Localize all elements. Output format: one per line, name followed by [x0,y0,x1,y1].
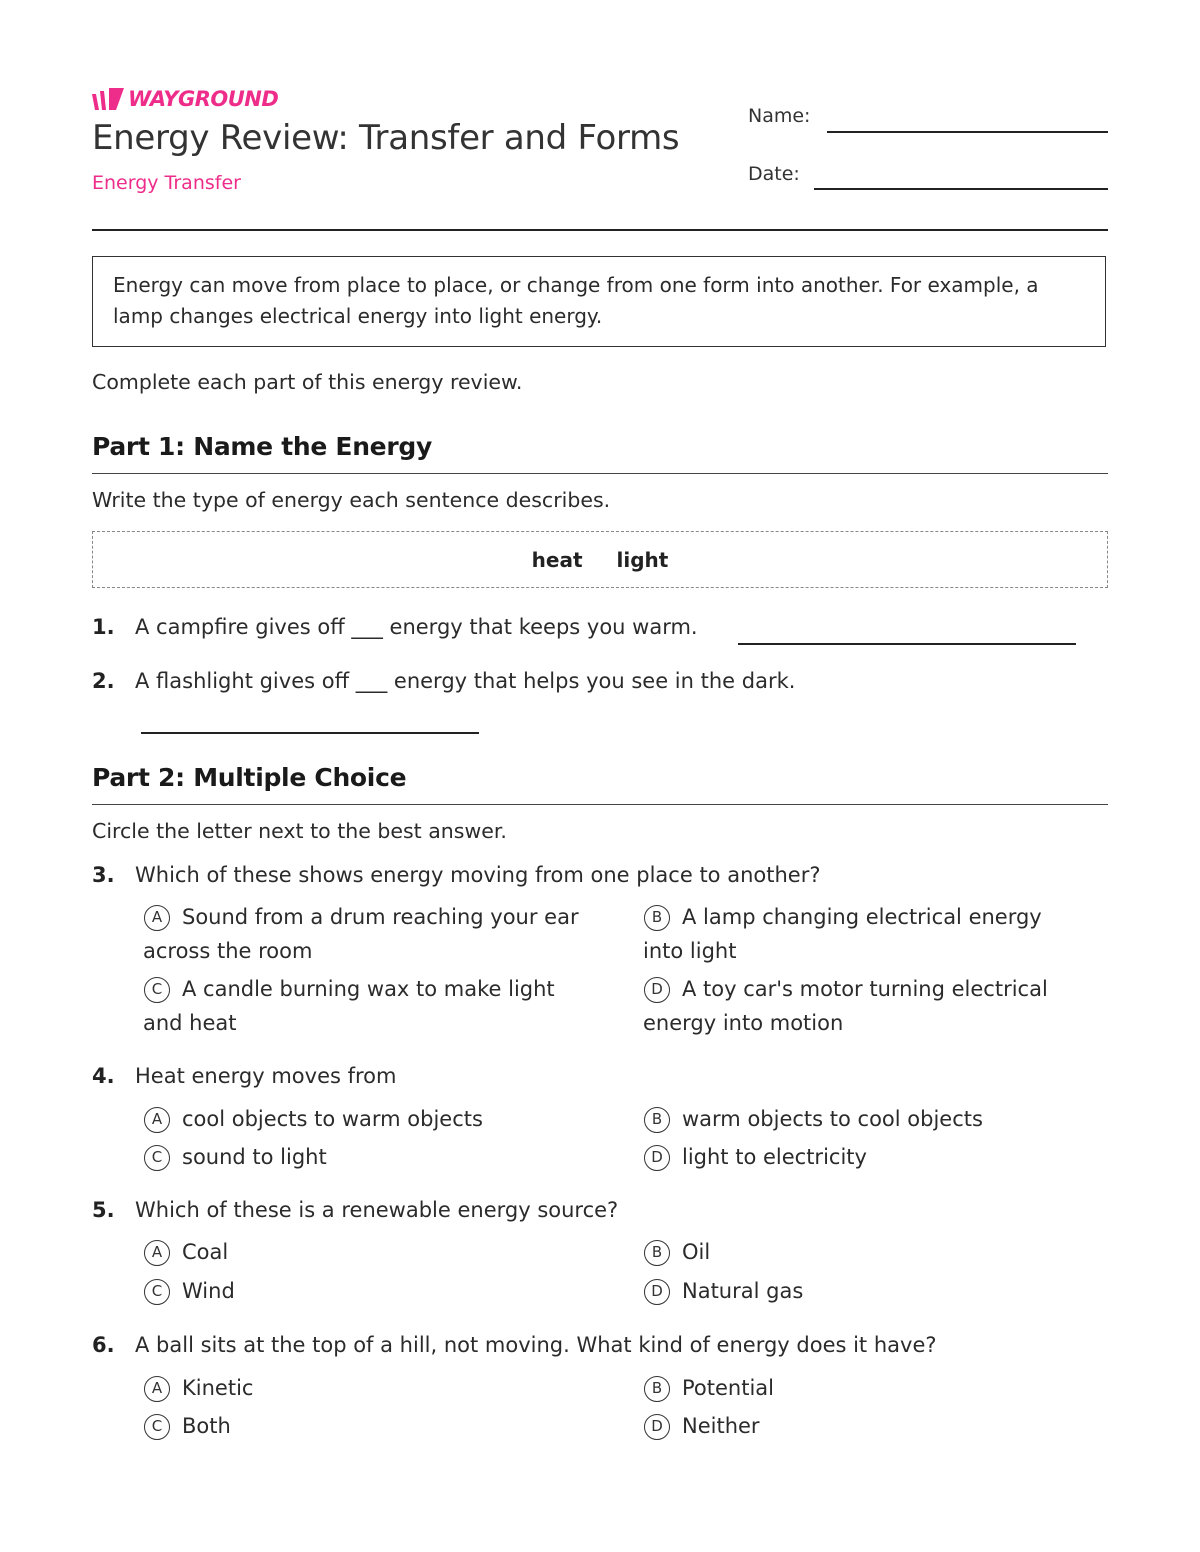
choice-text: A toy car's motor turning electrical energy into motion [643,977,1048,1035]
choice-text: light to electricity [682,1145,867,1169]
choice-option[interactable] [643,1371,1083,1405]
choice-letter-circle[interactable]: D [644,1145,670,1171]
choice-text: A lamp changing electrical energy into light [643,905,1042,963]
choice-text: Coal [182,1240,229,1264]
choice-letter-circle[interactable]: C [144,1145,170,1171]
choice-option[interactable] [643,1274,1083,1308]
choice-option[interactable] [143,1140,583,1174]
choice-text: sound to light [182,1145,327,1169]
choice-option[interactable] [643,972,1083,1040]
header-divider [92,229,1108,231]
word-bank [92,531,1108,588]
choice-letter-circle[interactable]: D [644,1279,670,1305]
part1-heading: Part 1: Name the Energy [92,432,432,461]
question-text: A flashlight gives off ___ energy that helps you see in the dark. [135,669,796,693]
word-bank-item: light [616,547,669,572]
part2-instruction: Circle the letter next to the best answer. [92,819,507,843]
name-label: Name: [748,105,811,127]
choice-text: Kinetic [182,1376,254,1400]
choice-option[interactable] [143,1274,583,1308]
choice-option[interactable] [143,1102,583,1136]
answer-line-q1[interactable] [738,643,1076,645]
worksheet-page [92,0,1108,1552]
choice-letter-circle[interactable]: C [144,1279,170,1305]
choice-option[interactable] [143,1235,583,1269]
choice-text: Natural gas [682,1279,804,1303]
choice-option[interactable] [643,900,1083,968]
part2-divider [92,804,1108,805]
wayground-logo-icon [92,88,124,110]
choice-option[interactable] [643,1140,1083,1174]
name-field[interactable] [827,131,1108,133]
part1-divider [92,473,1108,474]
question-number: 5. [92,1198,115,1222]
brand-logo [92,86,278,112]
intro-box: Energy can move from place to place, or change from one form into another. For example, a lamp changes electrical energy into light energy. [92,256,1106,347]
choice-letter-circle[interactable]: B [644,1376,670,1402]
choice-text: Both [182,1414,231,1438]
question-number: 1. [92,615,115,639]
answer-line-q2[interactable] [141,732,479,734]
choice-letter-circle[interactable]: A [144,1376,170,1402]
part1-instruction: Write the type of energy each sentence describes. [92,488,611,512]
choice-text: Wind [182,1279,235,1303]
question-number: 2. [92,669,115,693]
choice-option[interactable] [143,900,613,968]
choice-text: Sound from a drum reaching your ear across the room [143,905,579,963]
page-subtitle: Energy Transfer [92,172,241,194]
choice-text: Oil [682,1240,711,1264]
choice-letter-circle[interactable]: A [144,1107,170,1133]
choice-text: warm objects to cool objects [682,1107,983,1131]
page-title: Energy Review: Transfer and Forms [92,118,680,158]
choice-letter-circle[interactable]: B [644,905,670,931]
choice-letter-circle[interactable]: A [144,905,170,931]
question-text: A ball sits at the top of a hill, not moving. What kind of energy does it have? [135,1333,937,1357]
choice-option[interactable] [143,1409,583,1443]
question-number: 3. [92,863,115,887]
choice-letter-circle[interactable]: B [644,1240,670,1266]
choice-text: A candle burning wax to make light and heat [143,977,555,1035]
question-text: Which of these shows energy moving from one place to another? [135,863,821,887]
choice-text: cool objects to warm objects [182,1107,483,1131]
choice-option[interactable] [143,1371,583,1405]
choice-option[interactable] [643,1409,1083,1443]
choice-text: Neither [682,1414,760,1438]
choice-letter-circle[interactable]: C [144,1414,170,1440]
choice-option[interactable] [143,972,593,1040]
brand-name: WAYGROUND [128,87,279,111]
choice-letter-circle[interactable]: D [644,977,670,1003]
choice-option[interactable] [643,1235,1083,1269]
question-number: 4. [92,1064,115,1088]
choice-letter-circle[interactable]: A [144,1240,170,1266]
question-text: Heat energy moves from [135,1064,397,1088]
question-number: 6. [92,1333,115,1357]
part2-heading: Part 2: Multiple Choice [92,763,407,792]
date-label: Date: [748,163,800,185]
choice-letter-circle[interactable]: D [644,1414,670,1440]
general-instructions: Complete each part of this energy review. [92,370,523,394]
date-field[interactable] [814,188,1108,190]
word-bank-item: heat [531,547,583,572]
choice-text: Potential [682,1376,774,1400]
question-text: A campfire gives off ___ energy that keeps you warm. [135,615,698,639]
question-text: Which of these is a renewable energy source? [135,1198,619,1222]
choice-letter-circle[interactable]: B [644,1107,670,1133]
choice-option[interactable] [643,1102,1083,1136]
choice-letter-circle[interactable]: C [144,977,170,1003]
